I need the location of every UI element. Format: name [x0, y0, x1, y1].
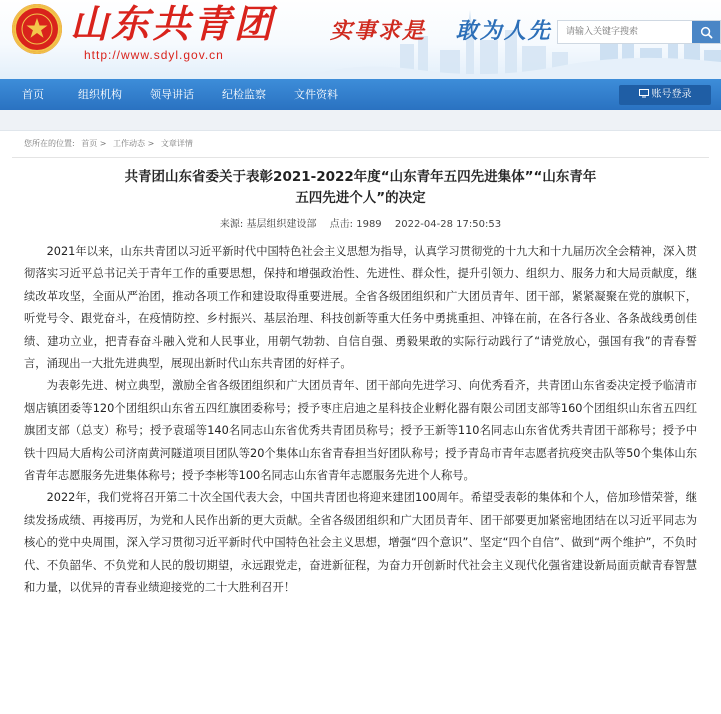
article-paragraph: 为表彰先进、树立典型，激励全省各级团组织和广大团员青年、团干部向先进学习、向优秀看齐，共青团山东省委决定授予临清市烟店镇团委等120个团组织山东省五四红旗团委称号；授予枣庄启迪之星科技企业孵化器有限公司团支部等160个团组织山东省五四红旗团支部（总支）称号；授予袁瑶等140名同志山东省优秀共青团员称号；授予王新等110名同志山东省优秀共青团干部称号；授予中铁十四局大盾构公司济南黄河隧道项目团队等20个集体山东省青春担当好团队称号；授予青岛市青年志愿者抗疫突击队等50个集体山东省青年志愿服务先进集体称号；授予李彬等100名同志山东省青年志愿服务先进个人称号。: [24, 379, 697, 483]
breadcrumb: [12, 131, 709, 158]
monitor-icon: [639, 86, 649, 106]
login-label: 账号登录: [651, 89, 692, 100]
article-title-line1: 共青团山东省委关于表彰2021-2022年度“山东青年五四先进集体”“山东青年: [124, 169, 597, 185]
article-paragraph: 2021年以来，山东共青团以习近平新时代中国特色社会主义思想为指导，认真学习贯彻党的十九大和十九届历次全会精神，深入贯彻落实习近平总书记关于青年工作的重要思想，保持和增强政治性、先进性、群众性，提升引领力、组织力、服务力和大局贡献度，继续改革攻坚，全面从严治团，推动各项工作和建设取得重要进展。全省各级团组织和广大团员青年、团干部，紧紧凝聚在党的旗帜下，听党号令、跟党奋斗，在疫情防控、乡村振兴、基层治理、科技创新等重大任务中勇挑重担、冲锋在前，在各行各业、各条战线勇创佳绩、建功立业，把青春奋斗融入党和人民事业，用朝气勃勃、自信自强、勇毅果敢的实际行动践行了“请党放心，强国有我”的青春誓言，涌现出一大批先进典型，展现出新时代山东共青团的好样子。: [24, 245, 697, 371]
article-paragraph: 2022年，我们党将召开第二十次全国代表大会，中国共青团也将迎来建团100周年。希望受表彰的集体和个人，倍加珍惜荣誉，继续发扬成绩、再接再厉，为党和人民作出新的更大贡献。全省各级团组织和广大团员青年、团干部要更加紧密地团结在以习近平同志为核心的党中央周围，深入学习贯彻习近平新时代中国特色社会主义思想，增强“四个意识”、坚定“四个自信”、做到“两个维护”，不负时代、不负韶华、不负党和人民的殷切期望，永远跟党走，奋进新征程，为奋力开创新时代社会主义现代化强省建设新局面贡献青春智慧和力量，以优异的青春业绩迎接党的二十大胜利召开！: [24, 491, 697, 595]
breadcrumb-current: 文章详情: [160, 139, 193, 148]
nav-item-leader-speeches[interactable]: 领导讲话: [150, 88, 194, 101]
search-button[interactable]: [692, 21, 720, 43]
article-body: [24, 241, 697, 600]
slogan-right: 敢为人先: [455, 18, 552, 44]
article-source: 来源: 基层组织建设部: [219, 219, 317, 230]
breadcrumb-prefix: 您所在的位置:: [24, 139, 75, 148]
search-input[interactable]: [558, 22, 692, 42]
site-url: http://www.sdyl.gov.cn: [84, 48, 224, 62]
login-button[interactable]: [619, 85, 711, 105]
article-datetime: 2022-04-28 17:50:53: [394, 219, 502, 230]
article-title: [24, 167, 697, 209]
search-icon: [700, 26, 713, 39]
emblem-icon: [12, 4, 62, 54]
search-box: [557, 20, 721, 44]
article-clicks: [330, 219, 382, 230]
site-slogan: [330, 14, 552, 45]
breadcrumb-work-news[interactable]: 工作动态: [113, 139, 146, 148]
breadcrumb-separator: >: [99, 139, 107, 148]
youth-league-emblem[interactable]: [12, 4, 62, 54]
breadcrumb-home[interactable]: 首页: [81, 139, 98, 148]
slogan-left: 实事求是: [330, 18, 427, 44]
site-brand-name[interactable]: 山东共青团: [70, 1, 276, 46]
nav-spacer-band: [0, 110, 721, 131]
breadcrumb-separator: >: [147, 139, 155, 148]
nav-item-documents[interactable]: 文件资料: [294, 88, 338, 101]
nav-item-organization[interactable]: 组织机构: [78, 88, 122, 101]
article-title-line2: 五四先进个人”的决定: [295, 190, 426, 206]
article-meta: [24, 217, 697, 233]
clicks-count: 1989: [356, 219, 382, 230]
main-nav: [0, 79, 721, 110]
site-header: [0, 0, 721, 79]
clicks-label: 点击:: [329, 219, 354, 230]
nav-item-discipline[interactable]: 纪检监察: [222, 88, 266, 101]
nav-item-home[interactable]: 首页: [22, 88, 44, 101]
article: [0, 167, 721, 600]
